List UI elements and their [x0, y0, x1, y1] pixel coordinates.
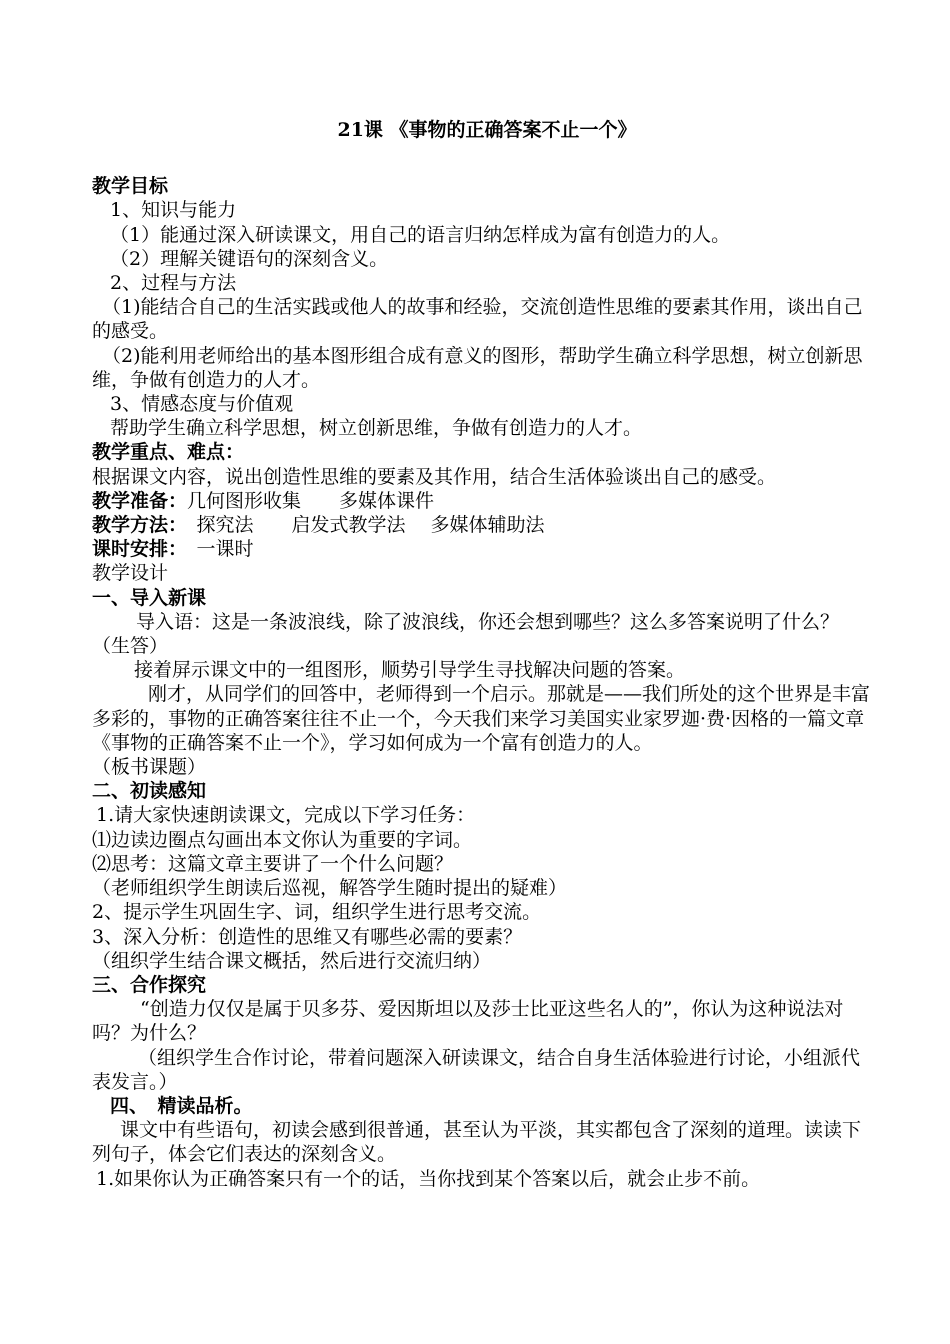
objective-item: （2)能利用老师给出的基本图形组合成有意义的图形，帮助学生确立科学思想，树立创新思维，争做有创造力的人才。	[92, 344, 863, 391]
paragraph: 课文中有些语句，初读会感到很普通，甚至认为平淡，其实都包含了深刻的道理。读读下列句子，体会它们表达的深刻含义。	[92, 1119, 862, 1166]
objective-item: （1）能通过深入研读课文，用自己的语言归纳怎样成为富有创造力的人。	[110, 223, 731, 246]
schedule-value: 一课时	[177, 538, 254, 561]
objective-item: 帮助学生确立科学思想，树立创新思维，争做有创造力的人才。	[110, 417, 643, 440]
paragraph: （组织学生合作讨论，带着问题深入研读课文，结合自身生活体验进行讨论，小组派代表发言。）	[92, 1046, 861, 1093]
method-label: 教学方法：	[92, 514, 178, 537]
paragraph: ⑴边读边圈点勾画出本文你认为重要的字词。	[92, 828, 473, 851]
objective-item: （1)能结合自己的生活实践或他人的故事和经验，交流创造性思维的要素其作用，谈出自己的感受。	[92, 296, 863, 343]
section-heading-3: 三、合作探究	[92, 973, 207, 996]
section-heading-2: 二、初读感知	[92, 780, 207, 803]
paragraph: 1.请大家快速朗读课文，完成以下学习任务：	[96, 804, 476, 827]
paragraph: （老师组织学生朗读后巡视，解答学生随时提出的疑难）	[92, 877, 568, 900]
subheading-knowledge: 1、知识与能力	[110, 199, 237, 222]
paragraph: 2、提示学生巩固生字、词，组织学生进行思考交流。	[92, 901, 542, 924]
method-line	[92, 513, 872, 537]
paragraph: 导入语：这是一条波浪线，除了波浪线，你还会想到哪些？这么多答案说明了什么？（生答）	[92, 610, 840, 658]
paragraph: 接着屏示课文中的一组图形，顺势引导学生寻找解决问题的答案。	[134, 659, 686, 682]
preparation-line	[92, 489, 872, 513]
paragraph: 3、深入分析：创造性的思维又有哪些必需的要素？	[92, 925, 523, 948]
document-page	[92, 118, 872, 1191]
heading-key-points: 教学重点、难点：	[92, 441, 245, 464]
key-points-text: 根据课文内容，说出创造性思维的要素及其作用，结合生活体验谈出自己的感受。	[92, 465, 777, 488]
preparation-value: 几何图形收集 多媒体课件	[187, 489, 435, 512]
method-value: 探究法 启发式教学法 多媒体辅助法	[177, 514, 545, 537]
paragraph: 1.如果你认为正确答案只有一个的话，当你找到某个答案以后，就会止步不前。	[96, 1167, 761, 1190]
subheading-emotion: 3、情感态度与价值观	[110, 393, 294, 416]
preparation-label: 教学准备：	[92, 489, 188, 512]
paragraph: （板书课题）	[92, 756, 207, 779]
paragraph: ⑵思考：这篇文章主要讲了一个什么问题？	[92, 852, 454, 875]
paragraph: 刚才，从同学们的回答中，老师得到一个启示。那就是——我们所处的这个世界是丰富多彩的，事物的正确答案往往不止一个，今天我们来学习美国实业家罗迦·费·因格的一篇文章《事物的正确答案不止一个》，学习如何成为一个富有创造力的人。	[92, 683, 871, 754]
section-heading-1: 一、导入新课	[92, 586, 207, 609]
paragraph: （组织学生结合课文概括，然后进行交流归纳）	[92, 949, 492, 972]
schedule-line	[92, 537, 872, 561]
section-heading-4: 四、 精读品析。	[110, 1094, 253, 1117]
schedule-label: 课时安排：	[92, 538, 178, 561]
objective-item: （2）理解关键语句的深刻含义。	[110, 247, 389, 270]
document-title: 21课 《事物的正确答案不止一个》	[337, 119, 637, 141]
paragraph: “创造力仅仅是属于贝多芬、爱因斯坦以及莎士比亚这些名人的”，你认为这种说法对吗？为什么？	[92, 998, 844, 1045]
subheading-process: 2、过程与方法	[110, 272, 237, 295]
heading-objectives: 教学目标	[92, 175, 169, 198]
heading-design: 教学设计	[92, 562, 169, 585]
